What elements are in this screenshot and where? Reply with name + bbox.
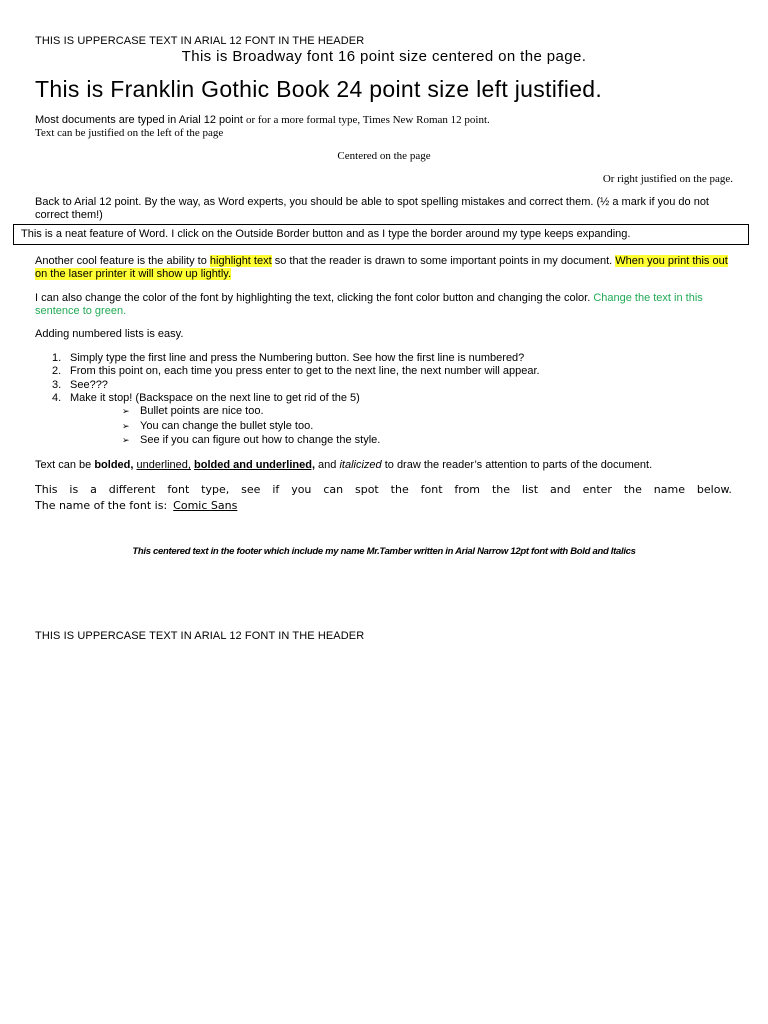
green-text: Change the text in this sentence to green.: [35, 292, 703, 317]
comic-word: font: [167, 483, 190, 496]
list-item: [35, 420, 735, 435]
list-item-text: See???: [70, 378, 108, 391]
comic-word: font: [420, 483, 443, 496]
list-item-text: Bullet points are nice too.: [140, 405, 264, 417]
highlight-paragraph: [35, 255, 735, 281]
page-header: THIS IS UPPERCASE TEXT IN ARIAL 12 FONT IN THE HEADER: [35, 35, 365, 47]
arrow-bullet-icon: ➢: [122, 406, 130, 416]
comic-justified-line: [35, 482, 732, 498]
list-item: [35, 352, 735, 365]
bordered-text: This is a neat feature of Word. I click on the Outside Border button and as I type the border around my type keeps expanding.: [21, 228, 631, 240]
comic-word: type,: [201, 483, 230, 496]
centered-line: Centered on the page: [337, 150, 431, 162]
comic-word: spot: [354, 483, 379, 496]
left-justified-line: Text can be justified on the left of the page: [35, 127, 224, 139]
styles-outro-text: to draw the reader’s attention to parts of the document.: [381, 459, 653, 471]
most-documents-paragraph: [35, 114, 735, 140]
broadway-centered-line: This is Broadway font 16 point size centered on the page.: [181, 48, 587, 65]
numbered-list: [35, 352, 735, 405]
font-name-line: [35, 498, 732, 514]
spelling-paragraph: Back to Arial 12 point. By the way, as Word experts, you should be able to spot spelling mistakes and correct them. (½ a mark if you do not correct them!): [35, 196, 709, 221]
comic-word: see: [241, 483, 261, 496]
comic-word: can: [323, 483, 344, 496]
text-styles-paragraph: [35, 459, 755, 472]
comic-word: if: [272, 483, 280, 496]
comic-word: is: [69, 483, 79, 496]
list-number: 1.: [52, 352, 62, 364]
bold-underlined-text: bolded and underlined,: [194, 459, 315, 471]
font-color-text: I can also change the color of the font by highlighting the text, clicking the font color button and changing the color.: [35, 292, 594, 304]
list-number: 2.: [52, 365, 62, 378]
page-header-repeat: THIS IS UPPERCASE TEXT IN ARIAL 12 FONT IN THE HEADER: [35, 630, 365, 642]
comic-word: a: [90, 483, 97, 496]
list-item: [35, 405, 735, 420]
comic-word: list: [521, 483, 539, 496]
italic-text: italicized: [339, 459, 382, 471]
arrow-bullet-icon: ➢: [122, 435, 130, 446]
font-name-answer: Comic Sans: [173, 499, 238, 512]
comic-word: name: [653, 483, 685, 496]
bold-text: bolded,: [94, 459, 134, 471]
underlined-text: underlined,: [136, 459, 191, 471]
bullet-list: [35, 405, 735, 449]
comic-word: enter: [582, 483, 612, 496]
list-item: [35, 434, 735, 449]
list-item-text: Make it stop! (Backspace on the next line to get rid of the 5): [70, 391, 360, 404]
styles-intro-text: Text can be: [35, 459, 95, 471]
comic-word: the: [390, 483, 409, 496]
highlighted-sentence: When you print this out on the laser printer it will show up lightly.: [35, 255, 728, 280]
right-justified-line: Or right justified on the page.: [602, 173, 733, 185]
comic-word: and: [549, 483, 571, 496]
highlighted-text: highlight text: [209, 255, 272, 267]
franklin-heading: This is Franklin Gothic Book 24 point size left justified.: [35, 76, 603, 102]
list-item-text: From this point on, each time you press enter to get to the next line, the next number will appear.: [70, 365, 540, 378]
comic-word: you: [291, 483, 312, 496]
list-item-text: See if you can figure out how to change the style.: [140, 434, 381, 447]
comic-word: below.: [696, 483, 732, 496]
comic-sans-paragraph: [35, 482, 732, 514]
list-number: 4.: [52, 391, 62, 404]
list-item: [35, 392, 735, 405]
font-color-paragraph: [35, 292, 735, 318]
font-name-label: The name of the font is:: [35, 499, 168, 512]
times-text: or for a more formal type, Times New Roman 12 point.: [245, 114, 490, 126]
list-item-text: Simply type the first line and press the Numbering button. See how the first line is numbered?: [70, 352, 525, 364]
page-footer: This centered text in the footer which include my name Mr.Tamber written in Arial Narrow 12pt font with Bold and Italics: [132, 546, 636, 557]
comic-word: from: [454, 483, 481, 496]
comic-word: This: [35, 483, 58, 496]
arrow-bullet-icon: ➢: [122, 420, 130, 431]
comic-word: different: [108, 483, 156, 496]
highlight-middle-text: so that the reader is drawn to some important points in my document.: [271, 255, 616, 267]
separator-text: and: [315, 459, 340, 471]
list-item: [35, 379, 735, 392]
comic-word: the: [491, 483, 510, 496]
list-item: [35, 365, 735, 378]
comic-word: the: [623, 483, 642, 496]
highlight-intro-text: Another cool feature is the ability to: [35, 255, 210, 267]
bordered-paragraph: [13, 224, 749, 245]
list-item-text: You can change the bullet style too.: [140, 419, 314, 432]
numbered-list-intro: Adding numbered lists is easy.: [35, 328, 184, 340]
list-number: 3.: [52, 378, 62, 391]
arial-text: Most documents are typed in Arial 12 point: [35, 114, 246, 126]
